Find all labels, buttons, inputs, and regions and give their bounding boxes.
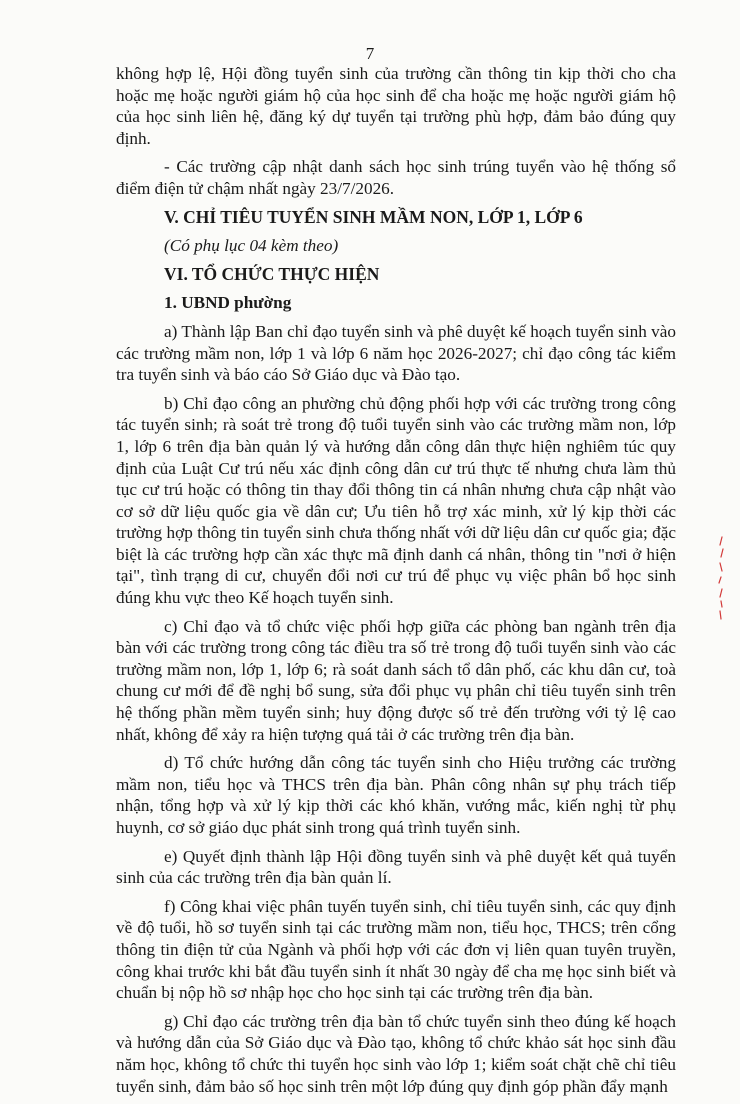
paragraph-c: c) Chỉ đạo và tổ chức việc phối hợp giữa các phòng ban ngành trên địa bàn với các trường trong công tác điều tra số trẻ trong độ tuổi tuyển sinh vào các trường mầm non, lớp 1, lớp 6; rà soát danh sách tổ dân phố, các khu dân cư, toà chung cư mới để đề nghị bổ sung, sửa đổi phục vụ phân chỉ tiêu tuyển sinh trên hệ thống phần mềm tuyển sinh; huy động được số trẻ đến trường với tỷ lệ cao nhất, không để xảy ra hiện tượng quá tải ở các trường trên địa bàn. — [116, 616, 676, 744]
document-body — [116, 63, 676, 1104]
section-v-title: V. CHỈ TIÊU TUYỂN SINH MẦM NON, LỚP 1, LỚP 6 — [164, 206, 583, 227]
paragraph-b: b) Chỉ đạo công an phường chủ động phối hợp với các trường trong công tác tuyển sinh; rà soát trẻ trong độ tuổi tuyển sinh vào các trường mầm non, lớp 1, lớp 6 trên địa bàn quản lý và hướng dẫn công dân thực hiện nghiêm túc quy định của Luật Cư trú nếu xác định công dân cư trú thực tế nhưng chưa làm thủ tục cư trú hoặc có thông tin thay đổi thông tin cá nhân nhưng chưa cập nhật vào cơ sở dữ liệu quốc gia về dân cư; Ưu tiên hỗ trợ xác minh, xử lý kịp thời các trường hợp thông tin tuyển sinh chưa thống nhất với dữ liệu dân cư quốc gia; đặc biệt là các trường hợp cần xác thực mã định danh cá nhân, thông tin "nơi ở hiện tại", tình trạng di cư, chuyển đổi nơi cư trú để phục vụ việc phân bổ học sinh đúng khu vực theo Kế hoạch tuyển sinh. — [116, 393, 676, 608]
margin-mark-strokes — [719, 537, 723, 619]
section-vi-title: VI. TỔ CHỨC THỰC HIỆN — [164, 263, 380, 284]
section-v-note: (Có phụ lục 04 kèm theo) — [164, 236, 339, 256]
intro-continuation: không hợp lệ, Hội đồng tuyển sinh của trường cần thông tin kịp thời cho cha hoặc mẹ hoặc người giám hộ của học sinh để cha hoặc mẹ hoặc người giám hộ của học sinh liên hệ, đăng ký dự tuyển tại trường phù hợp, đảm bảo đúng quy định. — [116, 64, 676, 148]
subsection-ubnd: 1. UBND phường — [164, 293, 292, 313]
margin-annotation-mark — [714, 535, 728, 621]
paragraph-d: d) Tổ chức hướng dẫn công tác tuyển sinh cho Hiệu trưởng các trường mầm non, tiểu học và THCS trên địa bàn. Phân công nhân sự phụ trách tiếp nhận, tổng hợp và xử lý kịp thời các khó khăn, vướng mắc, kiến nghị từ phụ huynh, cơ sở giáo dục phát sinh trong quá trình tuyển sinh. — [116, 753, 676, 837]
paragraph-a: a) Thành lập Ban chỉ đạo tuyển sinh và phê duyệt kế hoạch tuyển sinh vào các trường mầm non, lớp 1 và lớp 6 năm học 2026-2027; chỉ đạo công tác kiểm tra tuyển sinh và báo cáo Sở Giáo dục và Đào tạo. — [116, 321, 676, 385]
paragraph-f: f) Công khai việc phân tuyến tuyển sinh, chỉ tiêu tuyển sinh, các quy định về độ tuổi, hồ sơ tuyển sinh tại các trường mầm non, tiểu học, THCS; trên cổng thông tin điện tử của Ngành và phối hợp với các đơn vị liên quan tuyên truyền, công khai trước khi bắt đầu tuyển sinh ít nhất 30 ngày để cha mẹ học sinh biết và chuẩn bị nộp hồ sơ nhập học cho học sinh tại các trường trên địa bàn. — [116, 896, 676, 1003]
intro-bullet: - Các trường cập nhật danh sách học sinh trúng tuyển vào hệ thống sổ điểm điện tử chậm nhất ngày 23/7/2026. — [116, 157, 676, 198]
paragraph-e: e) Quyết định thành lập Hội đồng tuyển sinh và phê duyệt kết quả tuyển sinh của các trường trên địa bàn quản lí. — [116, 846, 676, 888]
page-number: 7 — [365, 44, 375, 63]
paragraph-g: g) Chỉ đạo các trường trên địa bàn tổ chức tuyển sinh theo đúng kế hoạch và hướng dẫn của Sở Giáo dục và Đào tạo, không tổ chức khảo sát học sinh đầu năm học, không tổ chức thi tuyển học sinh vào lớp 1; kiểm soát chặt chẽ chỉ tiêu tuyển sinh, đảm bảo số học sinh trên một lớp đúng quy định góp phần đẩy mạnh — [116, 1011, 676, 1096]
